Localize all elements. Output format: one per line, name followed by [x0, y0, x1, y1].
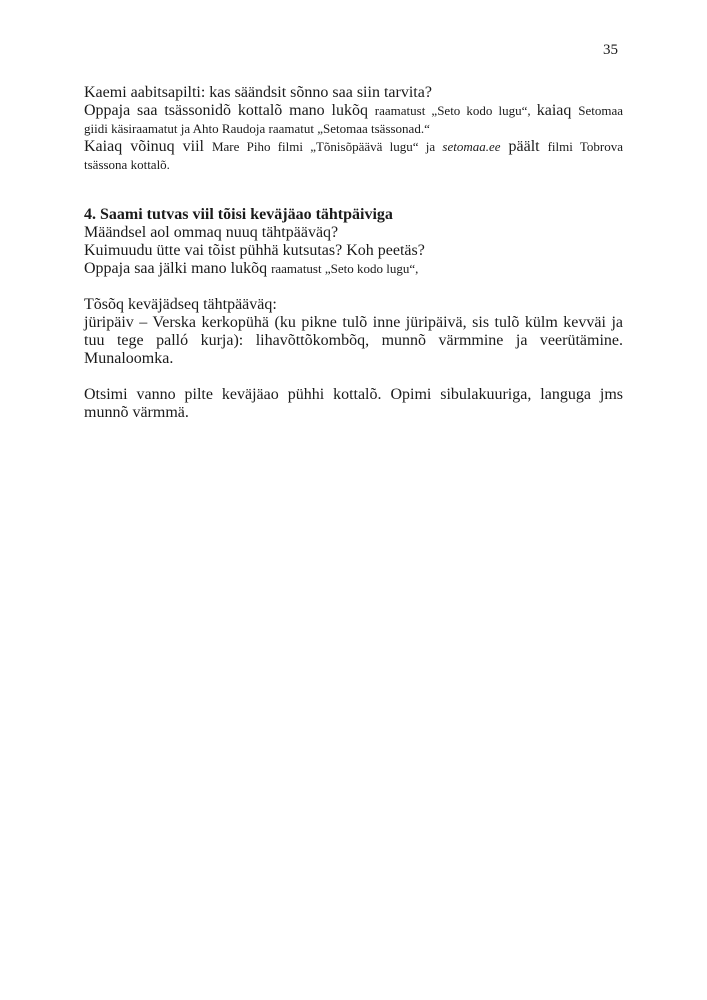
text-span: kaiaq: [536, 102, 579, 119]
page-content: [84, 84, 623, 422]
section-heading: 4. Saami tutvas viil tõisi keväjäao tähtpäiviga: [84, 206, 393, 223]
website-reference: setomaa.ee: [442, 139, 501, 154]
text-span-small: Setomaa: [578, 103, 623, 118]
text-line: [84, 138, 623, 156]
text-span-small: filmi Tobrova: [547, 139, 624, 154]
text-line: Määndsel aol ommaq nuuq tähtpääväq?: [84, 224, 339, 241]
text-line: [84, 102, 623, 120]
text-span: Kaiaq võinuq viil: [84, 138, 212, 155]
text-line: Kuimuudu ütte vai tõist pühhä kutsutas? Koh peetäs?: [84, 242, 425, 259]
text-line: Kaemi aabitsapilti: kas säändsit sõnno saa siin tarvita?: [84, 84, 432, 101]
text-span: Oppaja saa tsässonidõ kottalõ mano lukõq: [84, 102, 375, 119]
paragraph: Otsimi vanno pilte keväjäao pühhi kottalõ. Opimi sibulakuuriga, languga jms munnõ värmmä.: [84, 386, 623, 421]
text-line: [84, 260, 623, 278]
page-number: 35: [603, 42, 618, 58]
list-title: Tõsõq keväjädseq tähtpääväq:: [84, 296, 277, 313]
text-span: päält: [500, 138, 548, 155]
text-line-small: giidi käsiraamatut ja Ahto Raudoja raamatut „Setomaa tsässonad.“: [84, 121, 430, 136]
text-span-small: raamatust „Seto kodo lugu“,: [374, 103, 537, 118]
paragraph: jüripäiv – Verska kerkopühä (ku pikne tulõ inne jüripäivä, sis tulõ külm kevväi ja tuu tege palló kurja): lihavõttõkombõq, munnõ värmmine ja veerütämine. Munaloomka.: [84, 314, 623, 367]
text-span: Oppaja saa jälki mano lukõq: [84, 260, 272, 277]
text-span-small: Mare Piho filmi „Tõnisõpäävä lugu“ ja: [211, 139, 443, 154]
text-span-small: raamatust „Seto kodo lugu“,: [271, 261, 419, 276]
text-line-small: tsässona kottalõ.: [84, 157, 170, 172]
